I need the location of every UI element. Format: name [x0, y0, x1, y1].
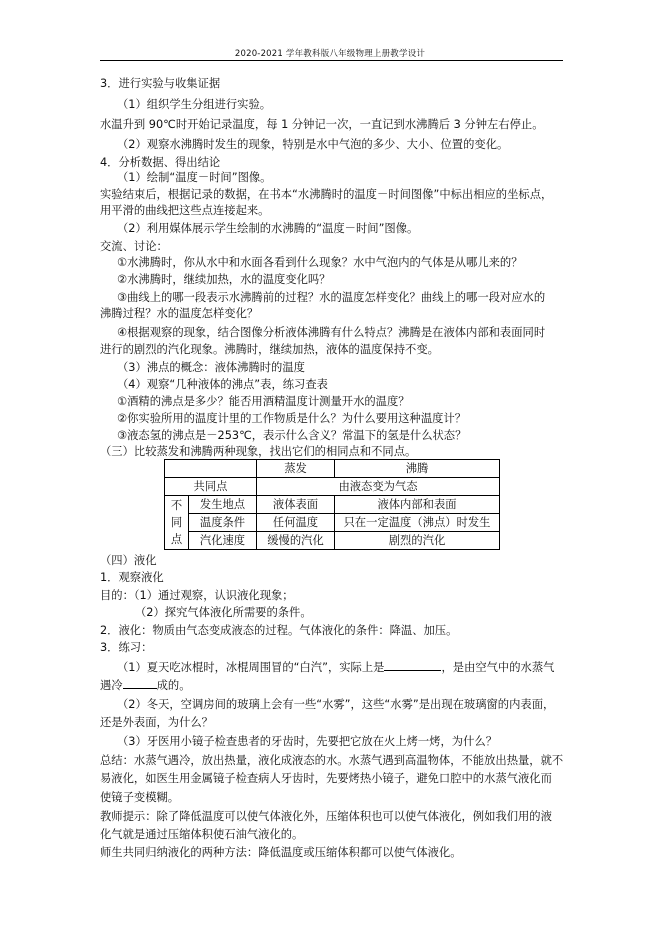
table-row-label: 温度条件 — [189, 514, 257, 532]
question-item: ④根据观察的现象，结合图像分析液体沸腾有什么特点？沸腾是在液体内部和表面同时 — [117, 326, 546, 339]
table-header-boiling: 沸腾 — [335, 460, 500, 478]
question-item: ②水沸腾时，继续加热，水的温度变化吗？ — [117, 273, 331, 286]
table-header-evaporation: 蒸发 — [257, 460, 335, 478]
table-cell: 液体内部和表面 — [335, 496, 500, 514]
exercise-item: （1）夏天吃冰棍时，冰棍周围冒的“白汽”，实际上是 ，是由空气中的水蒸气 — [117, 661, 555, 674]
paragraph: 师生共同归纳液化的两种方法：降低温度或压缩体积都可以使气体液化。 — [100, 846, 462, 859]
table-cell: 缓慢的汽化 — [257, 532, 335, 550]
paragraph: （4）观察“几种液体的沸点”表，练习查表 — [117, 378, 328, 391]
table-cell: 液体表面 — [257, 496, 335, 514]
table-cell: 任何温度 — [257, 514, 335, 532]
section-heading: 3．进行实验与收集证据 — [100, 77, 221, 90]
table-cell: 只在一定温度（沸点）时发生 — [335, 514, 500, 532]
paragraph: 使镜子变模糊。 — [100, 791, 180, 804]
comparison-table — [164, 459, 500, 550]
paragraph: 易液化，如医生用金属镜子检查病人牙齿时，先要烤热小镜子，避免口腔中的水蒸气液化而 — [100, 772, 552, 785]
section-heading: （四）液化 — [100, 554, 157, 567]
question-item: ①酒精的沸点是多少？能否用酒精温度计测量开水的温度？ — [117, 395, 410, 408]
paragraph: （1）绘制“温度－时间”图像。 — [117, 171, 272, 184]
paragraph: 水温升到 90℃时开始记录温度，每 1 分钟记一次，一直记到水沸腾后 3 分钟左右停止。 — [100, 118, 544, 131]
table-row — [165, 496, 500, 514]
table-group-label: 不 同 点 — [165, 496, 189, 550]
exercise-item: （3）牙医用小镜子检查患者的牙齿时，先要把它放在火上烤一烤，为什么？ — [117, 735, 497, 748]
paragraph: 总结：水蒸气遇冷，放出热量，液化成液态的水。水蒸气遇到高温物体，不能放出热量，就不 — [100, 754, 564, 767]
paragraph: （2）探究气体液化所需要的条件。 — [135, 606, 312, 619]
section-heading: （三）比较蒸发和沸腾两种现象，找出它们的相同点和不同点。 — [100, 445, 417, 458]
paragraph: （3）沸点的概念：液体沸腾时的温度 — [117, 361, 305, 374]
answer-blank — [384, 659, 441, 671]
exercise-item: （2）冬天，空调房间的玻璃上会有一些“水雾”，这些“水雾”是出现在玻璃窗的内表面， — [117, 698, 555, 711]
question-item: ①水沸腾时，你从水中和水面各看到什么现象？水中气泡内的气体是从哪儿来的？ — [117, 256, 523, 269]
paragraph: 用平滑的曲线把这些点连接起来。 — [100, 204, 270, 217]
table-row — [165, 532, 500, 550]
paragraph: 目的：（1）通过观察，认识液化现象； — [100, 589, 294, 602]
paragraph: 实验结束后，根据记录的数据，在书本“水沸腾时的温度－时间图像”中标出相应的坐标点， — [100, 188, 553, 201]
paragraph: 交流、讨论： — [100, 240, 168, 253]
table-row-label: 共同点 — [165, 478, 257, 496]
paragraph: 进行的剧烈的汽化现象。沸腾时，继续加热，液体的温度保持不变。 — [100, 343, 439, 356]
table-row-label: 汽化速度 — [189, 532, 257, 550]
question-item: 沸腾过程？水的温度怎样变化？ — [100, 307, 259, 320]
table-cell: 由液态变为气态 — [257, 478, 500, 496]
question-item: ②你实验所用的温度计里的工作物质是什么？为什么要用这种温度计？ — [117, 412, 467, 425]
paragraph: （2）观察水沸腾时发生的现象，特别是水中气泡的多少、大小、位置的变化。 — [117, 138, 509, 151]
table-corner-cell — [165, 460, 257, 478]
table-row — [165, 514, 500, 532]
paragraph: 化气就是通过压缩体积使石油气液化的。 — [100, 828, 304, 841]
section-heading: 1．观察液化 — [100, 571, 164, 584]
table-row-label: 发生地点 — [189, 496, 257, 514]
question-item: ③曲线上的哪一段表示水沸腾前的过程？水的温度怎样变化？曲线上的哪一段对应水的 — [117, 291, 546, 304]
paragraph: 2．液化：物质由气态变成液态的过程。气体液化的条件：降温、加压。 — [100, 624, 458, 637]
table-cell: 剧烈的汽化 — [335, 532, 500, 550]
section-heading: 4．分析数据、得出结论 — [100, 156, 221, 169]
section-heading: 3．练习： — [100, 641, 153, 654]
question-item: ③液态氢的沸点是－253℃，表示什么含义？常温下的氢是什么状态？ — [117, 429, 467, 442]
paragraph: （2）利用媒体展示学生绘制的水沸腾的“温度－时间”图像。 — [117, 222, 419, 235]
table-row — [165, 478, 500, 496]
exercise-item: 还是外表面，为什么？ — [100, 716, 213, 729]
exercise-item: 遇冷 成的。 — [100, 679, 191, 692]
page-header: 2020-2021 学年教科版八年级物理上册教学设计 — [234, 49, 426, 59]
answer-blank — [123, 677, 157, 689]
table-header-row — [165, 460, 500, 478]
header-divider — [100, 60, 563, 61]
paragraph: （1）组织学生分组进行实验。 — [117, 98, 272, 111]
paragraph: 教师提示：除了降低温度可以使气体液化外，压缩体积也可以使气体液化，例如我们用的液 — [100, 810, 552, 823]
